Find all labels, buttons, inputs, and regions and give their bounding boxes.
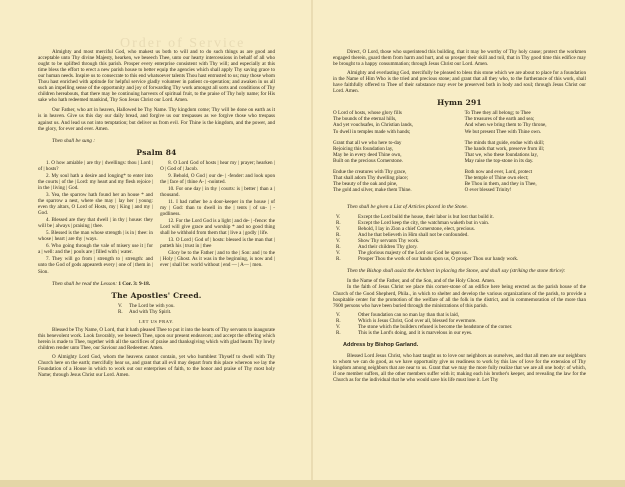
versicle: V. Show Thy servants Thy work. (336, 238, 420, 245)
hymn-column-left (333, 110, 454, 198)
hymn-title: Hymn 291 (437, 98, 482, 108)
versicle: V. The stone which the builders refused is become the headstone of the corner. (336, 323, 513, 330)
versicles-stone (336, 213, 586, 263)
right-column (333, 49, 586, 386)
response: R. Prosper Thou the work of our hands upon us, O prosper Thou our handy work. (336, 256, 519, 263)
psalm-column-right (160, 160, 275, 276)
creed-title: The Apostles' Creed. (111, 290, 202, 300)
page-bottom-edge (0, 480, 625, 487)
psalm-84 (38, 160, 275, 276)
prayer-direct: Direct, O Lord, those who superintend this building, that it may be worthy of Thy holy cause; protect the workmen engaged therein, guard them from harm and hurt, and so prosper their skill and toil, that in Thy good time this edifice may be brought to a happy consummation; through Jesus Christ our Lord. Amen. (333, 49, 586, 68)
versicle: V. Except the Lord build the house, their labor is but lost that build it. (336, 213, 494, 220)
dedication-text: In the faith of Jesus Christ we place this corner-stone of an edifice here being erected as the parish house of the Church of the Good Shepherd, Phila., in which to shelter and develop the various organizations of the parish, to provide a hospitable center for the promotion of the welfare of all the folk in the district, and in commemoration of the more than 7600 persons who have been buried through the ministrations of this parish. (333, 284, 586, 309)
psalm-verse: 8. O Lord God of hosts | hear my | prayer; hearken | O | God of | Jacob. (160, 159, 275, 172)
psalm-verse: 13. O Lord | God of | hosts: blessed is the man that | putteth his | trust in | thee (160, 237, 275, 250)
instruction-lesson (52, 281, 275, 287)
hymn-stanza: Endue the creatures with Thy grace, That shall adorn Thy dwelling place; The beauty of the oak and pine, The gold and silver, make them Thine. (333, 168, 412, 193)
right-page (313, 0, 625, 480)
hymn-stanza: To Thee they all belong; to Thee The treasures of the earth and sea; And when we bring them to Thy throne, We but present Thee with Thine own. (464, 110, 547, 135)
final-prayer: Blessed Lord Jesus Christ, who hast taught us to love our neighbors as ourselves, and that all men are our neighbors to whom we can do good, as we have opportunity give us readiness to work by this law of love for the extension of Thy kingdom among neighbors that are near to us. Grant that we may the more fully realize that we are all one body: of which, if one member suffers, all the other members suffer with it; making each his brother's keeper, and revealing the law for the Church as for the individual that he who would save his life must lose it. Let Thy (333, 352, 586, 384)
prayer-intercession: Almighty and most merciful God, who makest us both to will and to do such things as are good and acceptable unto Thy divine Majesty, hearken, we beseech Thee, unto our hearty intercessions in behalf of all who ought to be uplifted through this parish. Prosper every enterprise consistent with Thy will; and especially at this time bless the effort to erect a new parish house to better equip the agencies which shall apply Thy saving grace to our human needs. Inspire us to consecrate to this end whatsoever talents Thou hast entrusted to us; may those whom Thou hast enriched with aptitude for helpful service gladly volunteer in patient co-operation; and awaken in us all such an impelling sense of the opportunity and joy of forwarding Thy work amongst all sorts and conditions of Thy children hereabouts, that there may be continuing harvests of spiritual fruit, to the praise of Thy holy name; for His sake who hath redeemed mankind, Thy Son Jesus Christ our Lord. Amen. (38, 49, 275, 104)
psalm-title: Psalm 84 (136, 147, 177, 157)
psalm-verse: 10. For one day | in thy | courts: is | better | than a | thousand. (160, 185, 275, 198)
hymn-stanza: The minds that guide, endue with skill; The hands that work, preserve from ill; That we, who these foundations lay, May raise the top-stone in its day. (464, 139, 545, 164)
instruction-list-articles: Then shall be given a List of Articles placed in the Stone. (347, 203, 468, 210)
hymn-stanza: Grant that all we who here to-day Rejoicing this foundation lay, May be in every deed Thine own, Built on the precious Cornerstone. (333, 139, 404, 164)
left-column (38, 49, 275, 381)
gloria-patri: Glory be to the Father | and to the | Son: and | to the | Holy | Ghost. As it was in the beginning, is now and | ever | shall be: world without | end — | A— | men. (160, 250, 275, 269)
hymn-stanza: O Lord of hosts, whose glory fills The bounds of the eternal hills, And yet vouchsafes, in Christian lands, To dwell in temples made with hands; (333, 110, 413, 135)
response: R. Except the Lord keep the city, the watchman waketh but in vain. (336, 220, 490, 227)
response: R. And with Thy Spirit. (118, 308, 172, 315)
psalm-column-left (38, 160, 153, 276)
hymn-column-right (465, 110, 586, 198)
response: R. And their children Thy glory. (336, 244, 418, 251)
instruction-lesson-text: Then shall be read the Lesson: (52, 280, 117, 287)
instruction-sung: Then shall be sung : (52, 137, 95, 144)
invocation: In the Name of the Father, and of the Son, and of the Holy Ghost. Amen. (347, 278, 496, 285)
psalm-verse: 6. Who going through the vale of misery use it | for a | well: and the | pools are | filled with | water. (38, 243, 153, 256)
response: R. Which is Jesus Christ, God over all, blessed for evermore. (336, 317, 477, 324)
prayer-bless-stone: Almighty and everlasting God, mercifully be pleased to bless this stone which we are about to place for a foundation in the Name of Him Who is the tried and precious stone; and grant that all they who, to the furtherance of this work, shall have faithfully offered to Thee of their substance may ever be preserved both in body and soul; through Jesus Christ our Lord. Amen. (333, 70, 586, 95)
psalm-verse: 5. Blessed is the man whose strength | is in | thee: in whose | heart | are thy | ways. (38, 230, 153, 243)
let-us-pray-heading: LET US PRAY. (139, 318, 174, 324)
psalm-verse: 3. Yea, the sparrow hath found her an house * and the sparrow a nest, where she may | lay her | young: even thy altars, O Lord of Hosts, my | King | and my | God. (38, 191, 153, 217)
response: R. And he that believeth in Him shall not be confounded. (336, 232, 469, 239)
psalm-verse: 4. Blessed are they that dwell | in thy | house: they will be | always | praising | thee. (38, 217, 153, 230)
psalm-verse: 7. They will go from | strength to | strength: and unto the God of gods appeareth every | one of | them in | Sion. (38, 256, 153, 275)
psalm-verse: 2. My soul hath a desire and longing* to enter into the courts | of the | Lord: my heart and my flesh rejoice | in the | living | God. (38, 172, 153, 191)
left-page (0, 0, 311, 480)
versicle: V. The Lord be with you. (118, 302, 175, 309)
address-heading: Address by Bishop Garland. (343, 341, 419, 348)
versicle: V. Behold, I lay in Zion a chief Cornerstone, elect, precious. (336, 226, 475, 233)
psalm-verse: 1. O how amiable | are thy | dwellings: thou | Lord | of | hosts? (38, 159, 153, 172)
response: R. This is the Lord's doing, and it is marvelous in our eyes. (336, 329, 473, 336)
psalm-verse: 9. Behold, O God | our de- | -fender: and look upon the | face of | thine A- | -nointed. (160, 172, 275, 185)
prayer-almighty-lord: O Almighty Lord God, whom the heavens cannot contain, yet who humblest Thyself to dwell with Thy Church here on the earth; mercifully hear us, and grant that all evil may depart from this place whereon we lay the Foundation of a House in which to work out our enterprises of faith, to the honor and praise of Thy most holy Name; through Jesus Christ our Lord. Amen. (38, 353, 275, 379)
psalm-verse: 12. For the Lord God is a light | and de- | -fence: the Lord will give grace and worship * and no good thing shall he withhold from them that | live a | godly | life. (160, 218, 275, 237)
psalm-verse: 11. I had rather be a door-keeper in the house | of my | God: than to dwell in the | tents | of un- | -godliness. (160, 198, 275, 218)
prayer-blessed-be: Blessed be Thy Name, O Lord, that it hath pleased Thee to put it into the hearts of Thy servants to inaugurate this benevolent work. Look favorably, we beseech Thee, upon our present endeavors; and accept the offering which herein is made to Thee, together with all the sacrifices of praise and thanksgiving which with glad hearts Thy lowly children render unto Thee, our Saviour and Redeemer. Amen. (38, 326, 275, 351)
ghost-header: Order of Service (120, 36, 246, 51)
lesson-reference: 1 Cor. 3: 9-18. (118, 280, 151, 287)
versicles-cornerstone (336, 311, 586, 336)
versicle: V. The glorious majesty of the Lord our God be upon us. (336, 250, 468, 257)
versicles-creed (118, 303, 275, 315)
hymn-291 (333, 110, 586, 198)
hymn-stanza: Both now and ever, Lord, protect The temple of Thine own elect; Be Thou in them, and they in Thee, O ever blessed Trinity! (464, 168, 537, 193)
instruction-bishop: Then the Bishop shall assist the Architect in placing the Stone, and shall say (striking the stone thrice): (347, 268, 566, 275)
versicle: V. Other foundation can no man lay than that is laid, (336, 311, 459, 318)
lords-prayer: Our Father, who art in heaven, Hallowed be Thy Name. Thy kingdom come; Thy will be done on earth as it is in heaven. Give us this day our daily bread, and forgive us our trespasses as we forgive those who trespass against us. And lead us not into temptation; but deliver us from evil. For Thine is the kingdom, and the power, and the glory, for ever and ever. Amen. (38, 107, 275, 132)
